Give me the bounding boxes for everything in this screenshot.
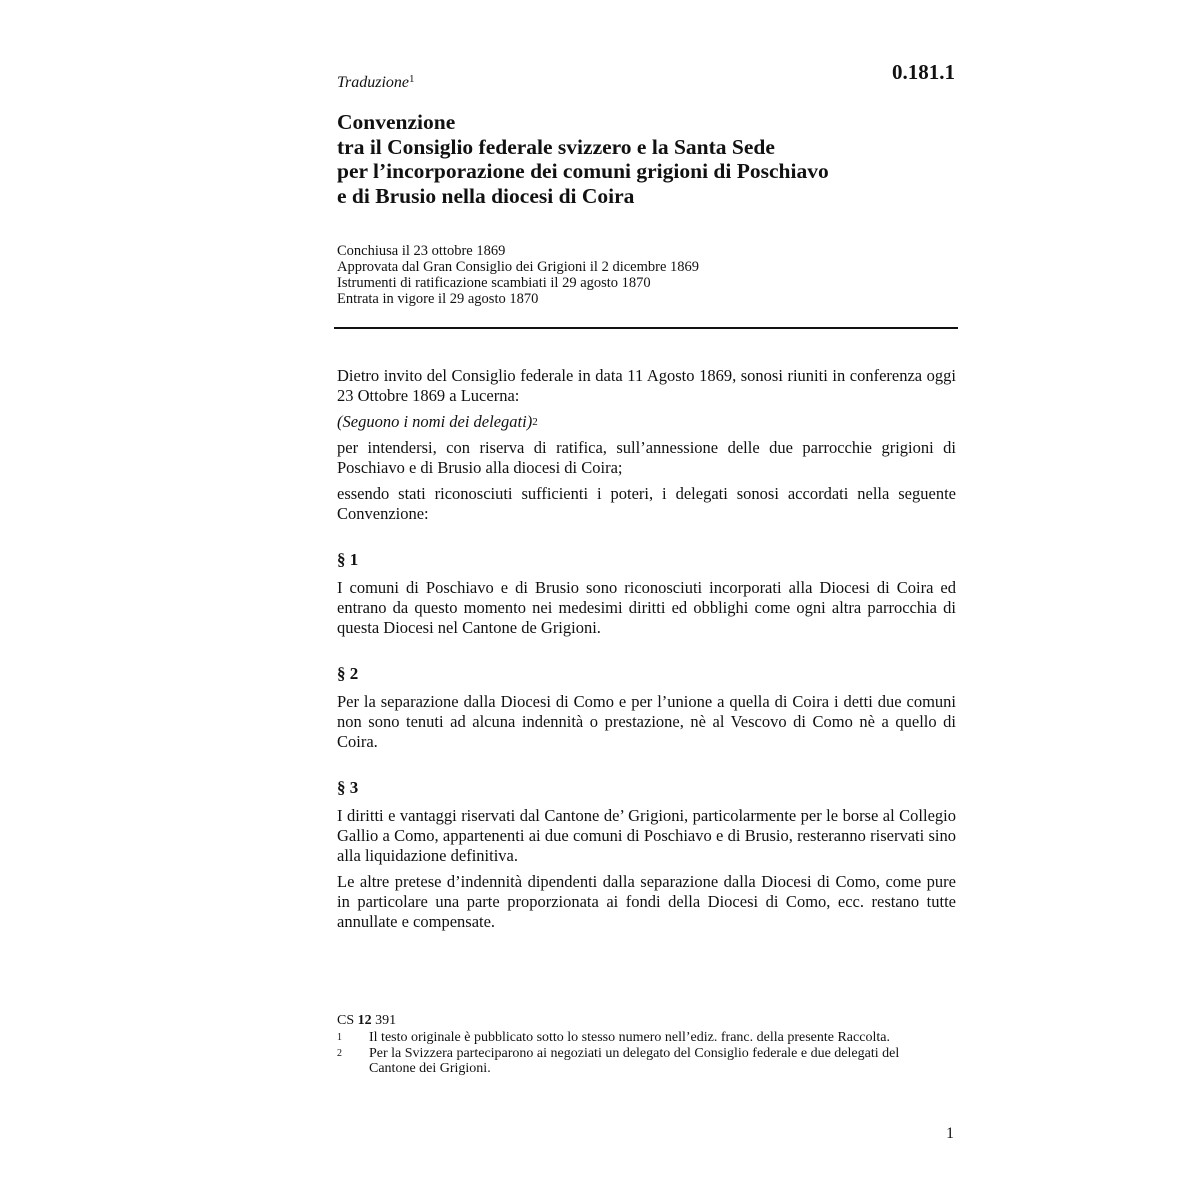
translation-label xyxy=(337,74,415,92)
title-line: per l’incorporazione dei comuni grigioni di Poschiavo xyxy=(337,159,829,183)
section-paragraph: I diritti e vantaggi riservati dal Cantone de’ Grigioni, particolarmente per le borse al Collegio Gallio a Como, appartenenti ai due comuni di Poschiavo e di Brusio, resteranno riservati sino alla liquidazione definitiva. xyxy=(337,806,956,865)
translation-footnote-ref: 1 xyxy=(409,73,415,85)
section-heading: § 2 xyxy=(337,664,359,683)
preamble-paragraph: Dietro invito del Consiglio federale in data 11 Agosto 1869, sonosi riuniti in conferenza oggi 23 Ottobre 1869 a Lucerna: xyxy=(337,366,956,405)
translation-text: Traduzione xyxy=(337,74,410,91)
preamble-delegates xyxy=(337,412,956,432)
title-line: Convenzione xyxy=(337,110,456,134)
collection-reference: CS 12 391 xyxy=(337,1013,397,1028)
footnote xyxy=(337,1046,937,1076)
document-code: 0.181.1 xyxy=(892,60,955,84)
footnote-text: Il testo originale è pubblicato sotto lo stesso numero nell’ediz. franc. della presente Raccolta. xyxy=(369,1030,890,1045)
page-number: 1 xyxy=(946,1125,954,1142)
section-paragraph: Le altre pretese d’indennità dipendenti dalla separazione dalla Diocesi di Como, come pure in particolare una parte proporzionata ai fondi della Diocesi di Como, ecc. restano tutte annullate e compensate. xyxy=(337,872,956,931)
footnote-text: Per la Svizzera parteciparono ai negoziati un delegato del Consiglio federale e due delegati del Cantone dei Grigioni. xyxy=(369,1046,900,1076)
section-heading: § 3 xyxy=(337,778,359,797)
meta-ratification: Istrumenti di ratificazione scambiati il 29 agosto 1870 xyxy=(337,275,651,291)
preamble-paragraph: per intendersi, con riserva di ratifica, sull’annessione delle due parrocchie grigioni di Poschiavo e di Brusio alla diocesi di Coira; xyxy=(337,438,956,477)
section-heading: § 1 xyxy=(337,550,359,569)
delegates-text: (Seguono i nomi dei delegati) xyxy=(337,412,533,431)
document-body xyxy=(337,366,956,938)
meta-approved: Approvata dal Gran Consiglio dei Grigioni il 2 dicembre 1869 xyxy=(337,259,700,275)
title-line: tra il Consiglio federale svizzero e la Santa Sede xyxy=(337,134,775,159)
section-paragraph: I comuni di Poschiavo e di Brusio sono riconosciuti incorporati alla Diocesi di Coira ed entrano da questo momento nei medesimi diritti ed obblighi come ogni altra parrocchia di questa Diocesi nel Cantone de Grigioni. xyxy=(337,578,956,637)
footnote-number: 1 xyxy=(337,1032,342,1043)
footnote xyxy=(337,1030,937,1045)
document-metadata xyxy=(337,243,957,307)
meta-in-force: Entrata in vigore il 29 agosto 1870 xyxy=(337,291,539,307)
footnotes xyxy=(337,1013,937,1077)
delegates-footnote-ref: 2 xyxy=(532,416,538,428)
section-paragraph: Per la separazione dalla Diocesi di Como e per l’unione a quella di Coira i detti due comuni non sono tenuti ad alcuna indennità o prestazione, nè al Vescovo di Como nè a quello di Coira. xyxy=(337,692,956,751)
title-line: e di Brusio nella diocesi di Coira xyxy=(337,183,635,208)
footnote-number: 2 xyxy=(337,1048,342,1059)
header-divider xyxy=(334,327,958,329)
preamble-paragraph: essendo stati riconosciuti sufficienti i poteri, i delegati sonosi accordati nella seguente Convenzione: xyxy=(337,484,956,523)
document-title xyxy=(337,110,957,208)
meta-concluded: Conchiusa il 23 ottobre 1869 xyxy=(337,243,506,259)
